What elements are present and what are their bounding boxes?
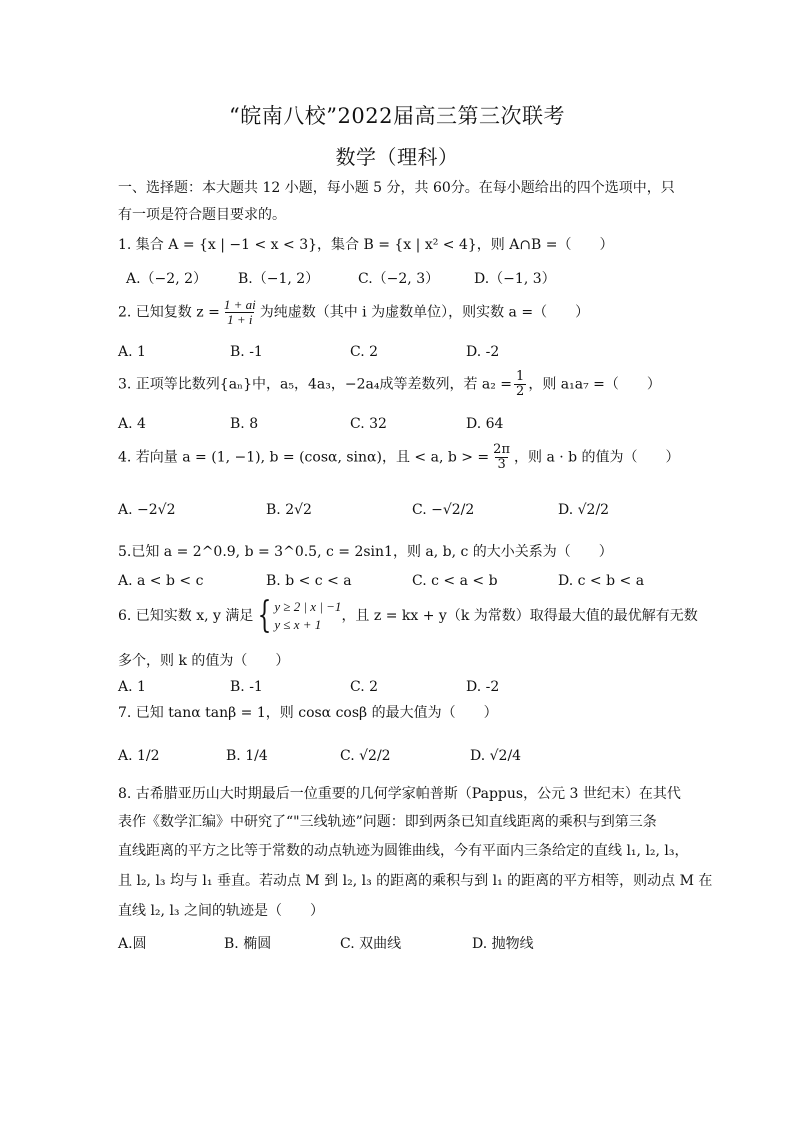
question-4-text [118, 443, 678, 472]
q1-option-c: C.（−2, 3） [358, 271, 440, 287]
q5-option-c: C. c < a < b [412, 573, 498, 589]
q3-option-c: C. 32 [350, 416, 387, 432]
question-5-text: 5.已知 a = 2^0.9, b = 3^0.5, c = 2sin1，则 a, b, c 的大小关系为（ ） [118, 544, 613, 560]
q3-suffix: ，则 a₁a₇ =（ ） [528, 376, 661, 393]
q4-option-d: D. √2/2 [558, 502, 610, 518]
q8-option-c: C. 双曲线 [340, 936, 402, 952]
section-heading-line1: 一、选择题：本大题共 12 小题，每小题 5 分，共 60分。在每小题给出的四个选项中，只 [118, 180, 675, 196]
q4-suffix: ，则 a · b 的值为（ ） [514, 449, 680, 466]
question-8-line4: 且 l₂, l₃ 均与 l₁ 垂直。若动点 M 到 l₂, l₃ 的距离的乘积与到 l₁ 的距离的平方相等，则动点 M 在 [118, 873, 713, 889]
section-heading-line2: 有一项是符合题目要求的。 [118, 207, 286, 223]
q7-option-d: D. √2/4 [470, 748, 522, 764]
q1-option-a: A.（−2, 2） [126, 271, 208, 287]
q4-fraction-denominator: 3 [497, 456, 506, 472]
exam-title: “皖南八校”2022届高三第三次联考 [229, 104, 565, 128]
q6-prefix: 6. 已知实数 x, y 满足 [118, 608, 254, 624]
q4-fraction [491, 443, 512, 472]
q6-constraint-1: y ≥ 2 | x | −1 [274, 599, 342, 615]
q6-option-d: D. -2 [466, 679, 500, 695]
q2-option-b: B. -1 [230, 344, 263, 360]
q6-constraint-system [274, 598, 341, 633]
q2-fraction-numerator: 1 + ai [223, 297, 256, 312]
q7-option-b: B. 1/4 [226, 748, 268, 764]
q3-option-b: B. 8 [230, 416, 259, 432]
q7-option-a: A. 1/2 [118, 748, 160, 764]
q2-option-a: A. 1 [118, 344, 146, 360]
q1-option-b: B.（−1, 2） [238, 271, 320, 287]
q2-option-d: D. -2 [466, 344, 500, 360]
q3-option-d: D. 64 [466, 416, 504, 432]
q6-option-c: C. 2 [350, 679, 379, 695]
question-8-options [118, 933, 678, 979]
question-6-line2: 多个，则 k 的值为（ ） [118, 653, 290, 669]
q8-option-a: A.圆 [118, 936, 147, 952]
q6-option-b: B. -1 [230, 679, 263, 695]
q2-suffix: 为纯虚数（其中 i 为虚数单位），则实数 a =（ ） [259, 304, 590, 321]
q4-option-b: B. 2√2 [266, 502, 312, 518]
q7-option-c: C. √2/2 [340, 748, 391, 764]
q5-option-d: D. c < b < a [558, 573, 645, 589]
question-6-text [118, 595, 698, 636]
q2-fraction-denominator: 1 + i [227, 311, 253, 327]
q3-fraction-denominator: 2 [516, 383, 525, 399]
q3-fraction [514, 370, 526, 399]
q5-option-a: A. a < b < c [118, 573, 204, 589]
q2-prefix: 2. 已知复数 z = [118, 304, 220, 321]
q3-option-a: A. 4 [118, 416, 146, 432]
q3-fraction-numerator: 1 [516, 369, 525, 384]
question-4-options [118, 502, 678, 548]
question-2-text [118, 298, 678, 327]
left-brace-icon: { [258, 595, 272, 636]
q4-option-c: C. −√2/2 [412, 502, 475, 518]
q2-option-c: C. 2 [350, 344, 379, 360]
q6-option-a: A. 1 [118, 679, 146, 695]
question-8-line3: 直线距离的平方之比等于常数的动点轨迹为圆锥曲线，今有平面内三条给定的直线 l₁, l₂, l₃， [118, 843, 689, 859]
question-7-text: 7. 已知 tanα tanβ = 1，则 cosα cosβ 的最大值为（ ） [118, 705, 498, 721]
q5-option-b: B. b < c < a [266, 573, 352, 589]
q6-suffix: ，且 z = kx + y（k 为常数）取得最大值的最优解有无数 [341, 608, 698, 624]
q2-fraction [222, 298, 258, 327]
q1-option-d: D.（−1, 3） [474, 271, 556, 287]
q6-constraint-2: y ≤ x + 1 [274, 617, 322, 632]
question-8-line1: 8. 古希腊亚历山大时期最后一位重要的几何学家帕普斯（Pappus，公元 3 世纪末）在其代 [118, 786, 681, 802]
question-8-line5: 直线 l₂, l₃ 之间的轨迹是（ ） [118, 903, 324, 919]
q4-option-a: A. −2√2 [118, 502, 176, 518]
q3-prefix: 3. 正项等比数列{aₙ}中，a₅，4a₃，−2a₄成等差数列，若 a₂ = [118, 376, 513, 393]
q8-option-b: B. 椭圆 [224, 936, 272, 952]
q8-option-d: D. 抛物线 [472, 936, 534, 952]
q4-prefix: 4. 若向量 a = (1, −1), b = (cosα, sinα)，且 < a, b > = [118, 449, 490, 466]
question-3-text [118, 370, 678, 399]
question-1-text: 1. 集合 A = {x | −1 < x < 3}，集合 B = {x | x² < 4}，则 A∩B =（ ） [118, 237, 614, 253]
q4-fraction-numerator: 2π [493, 442, 510, 457]
exam-subtitle: 数学（理科） [335, 145, 459, 169]
question-8-line2: 表作《数学汇编》中研究了“"三线轨迹”问题：即到两条已知直线距离的乘积与到第三条 [118, 814, 657, 830]
